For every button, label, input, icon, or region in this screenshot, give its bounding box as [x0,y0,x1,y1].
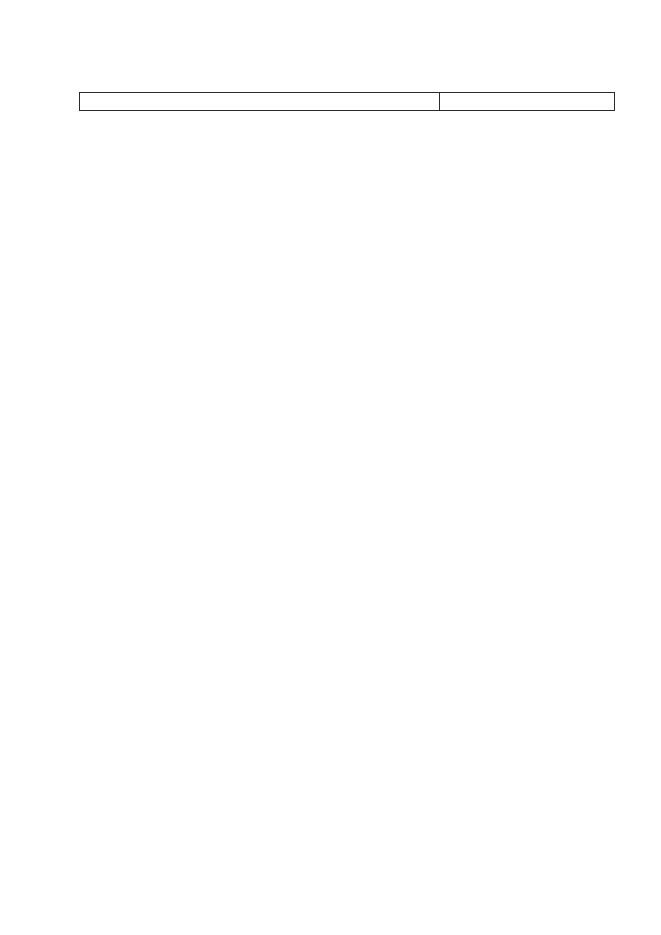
table-header-row [80,93,615,111]
table-header-factor [80,93,440,111]
document-body [79,92,615,125]
table-21 [79,92,615,111]
table-header-time [440,93,615,111]
